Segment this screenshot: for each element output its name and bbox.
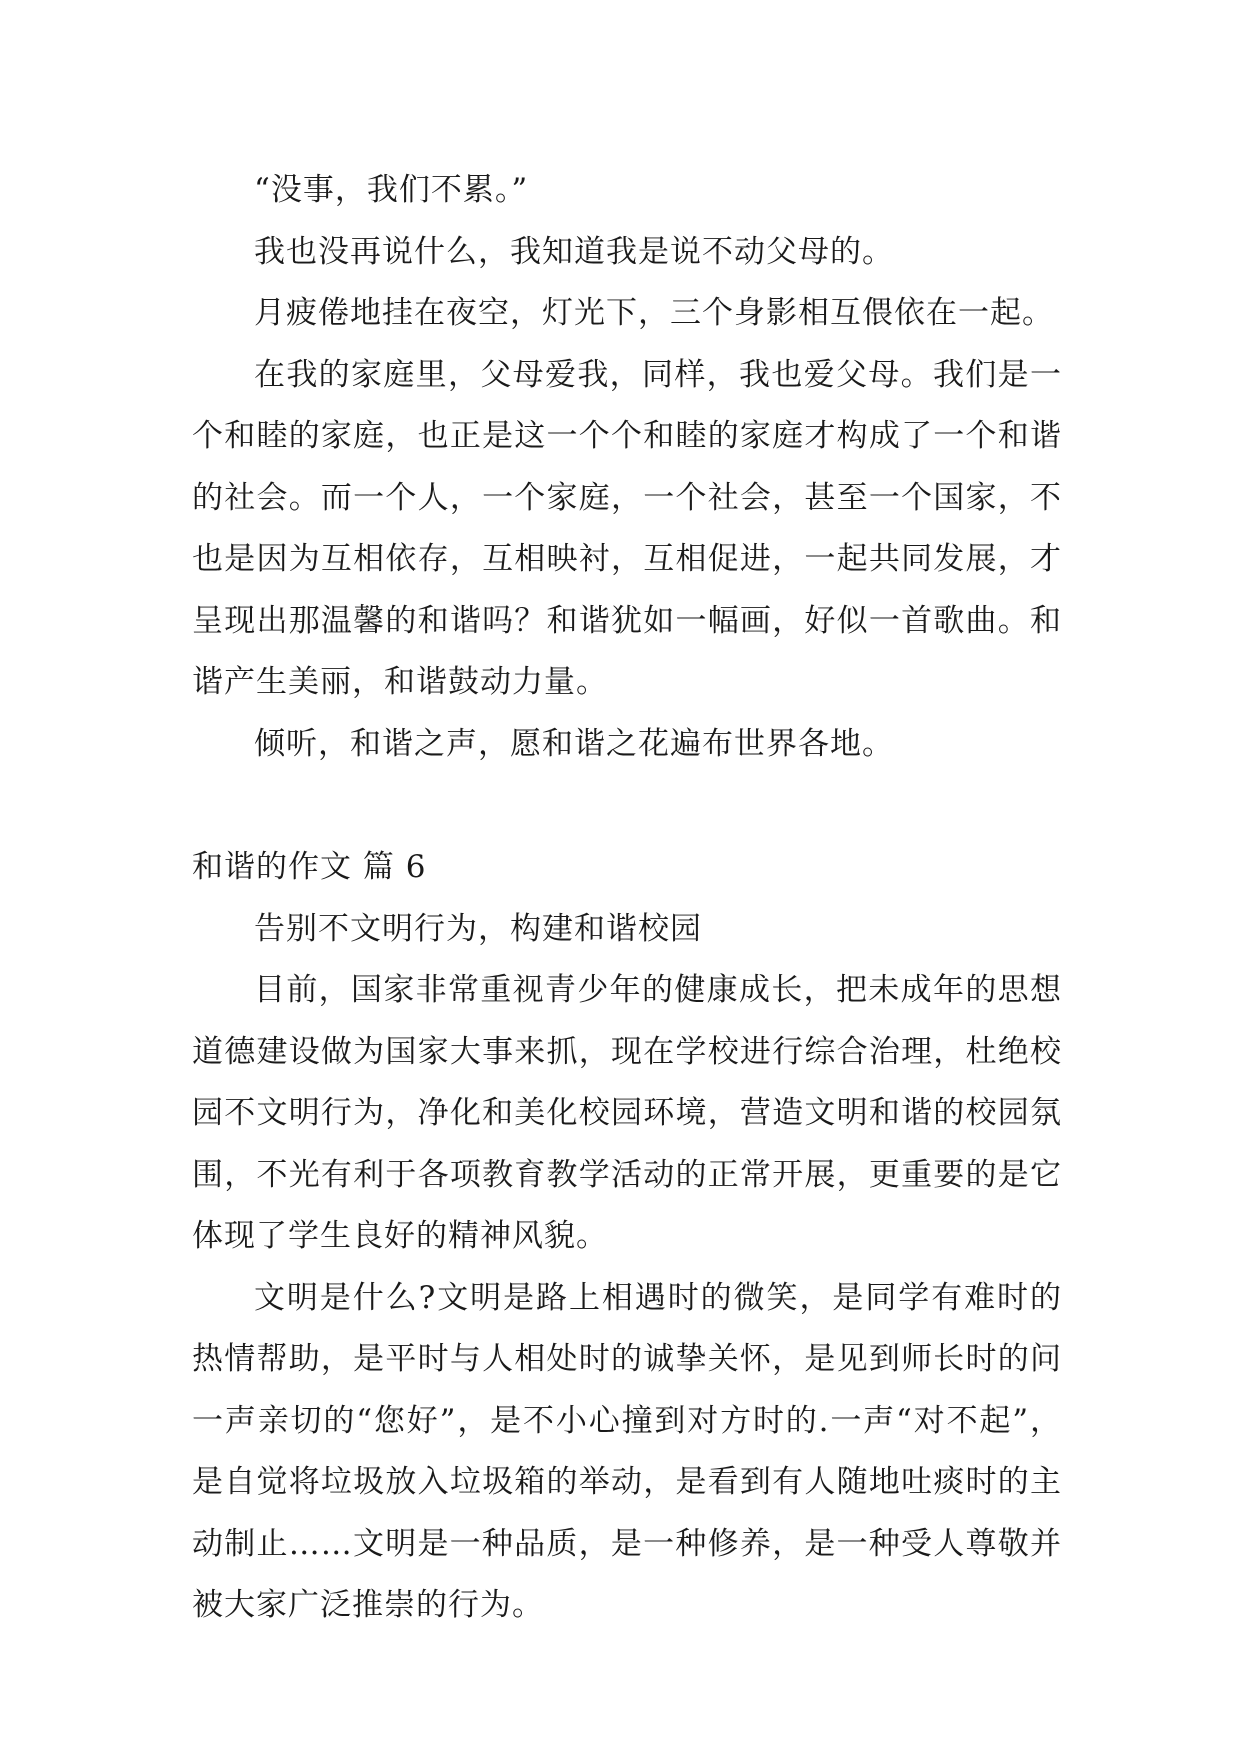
paragraph: “没事，我们不累。”	[254, 172, 529, 208]
section-subtitle: 告别不文明行为，构建和谐校园	[254, 910, 702, 947]
paragraph: 目前，国家非常重视青少年的健康成长，把未成年的思想道德建设做为国家大事来抓，现在学校进行综合治理，杜绝校园不文明行为，净化和美化校园环境，营造文明和谐的校园氛围，不光有利于各项教育教学活动的正常开展，更重要的是它体现了学生良好的精神风貌。	[192, 972, 1062, 1254]
paragraph: 我也没再说什么，我知道我是说不动父母的。	[254, 233, 894, 270]
section-spacer	[192, 775, 1062, 837]
paragraph: 倾听，和谐之声，愿和谐之花遍布世界各地。	[254, 725, 894, 762]
paragraph: 在我的家庭里，父母爱我，同样，我也爱父母。我们是一个和睦的家庭，也正是这一个个和睦的家庭才构成了一个和谐的社会。而一个人，一个家庭，一个社会，甚至一个国家，不也是因为互相依存，互相映衬，互相促进，一起共同发展，才呈现出那温馨的和谐吗？和谐犹如一幅画，好似一首歌曲。和谐产生美丽，和谐鼓动力量。	[192, 356, 1062, 700]
paragraph: 文明是什么?文明是路上相遇时的微笑，是同学有难时的热情帮助，是平时与人相处时的诚挚关怀，是见到师长时的问一声亲切的“您好”，是不小心撞到对方时的.一声“对不起”，是自觉将垃圾放入垃圾箱的举动，是看到有人随地吐痰时的主动制止……文明是一种品质，是一种修养，是一种受人尊敬并被大家广泛推崇的行为。	[192, 1279, 1062, 1623]
document-body	[192, 160, 1062, 1637]
paragraph: 月疲倦地挂在夜空，灯光下，三个身影相互偎依在一起。	[254, 295, 1054, 331]
section-heading: 和谐的作文 篇 6	[192, 849, 427, 885]
